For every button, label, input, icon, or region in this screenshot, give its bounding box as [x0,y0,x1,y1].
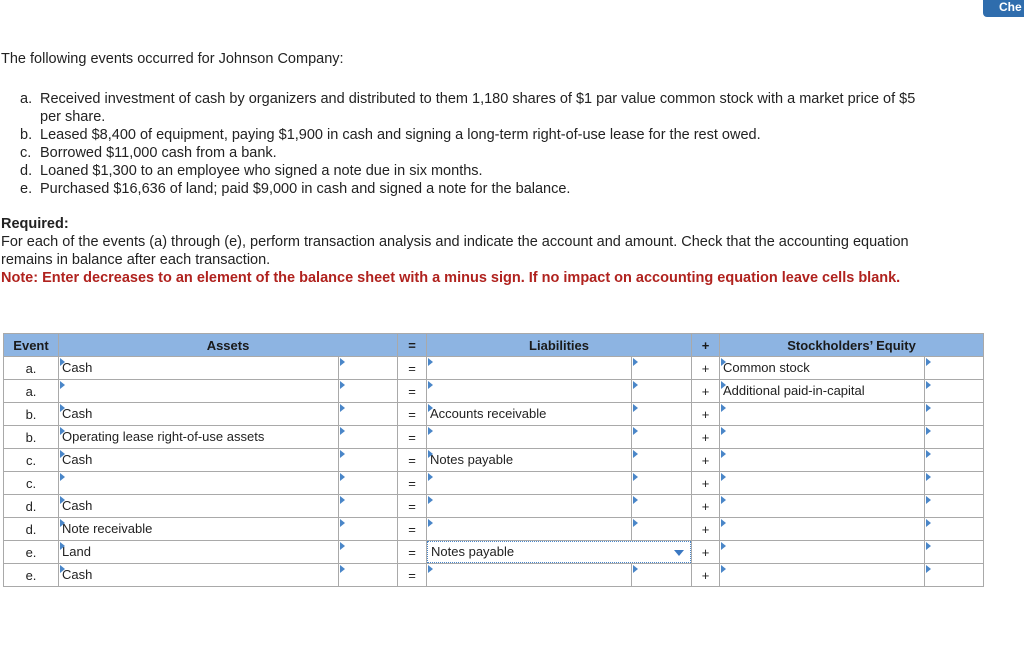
table-row [4,564,984,587]
liability-amount-cell[interactable] [632,357,692,380]
plus-sign: + [692,403,720,426]
asset-account-cell[interactable] [59,541,339,564]
equity-amount-input[interactable] [925,518,983,540]
liability-amount-input[interactable] [632,472,691,494]
asset-amount-input[interactable] [339,518,397,540]
asset-amount-cell[interactable] [339,472,398,495]
liability-account-cell[interactable] [427,403,632,426]
required-section [1,215,941,287]
equity-account-cell[interactable] [720,426,925,449]
liability-account-input[interactable]: Notes payable [427,449,631,471]
table-row [4,426,984,449]
asset-amount-cell[interactable] [339,495,398,518]
asset-account-input[interactable]: Cash [59,403,338,425]
liability-account-input[interactable] [427,564,631,586]
event-item [20,126,940,144]
event-cell: b. [4,403,59,426]
equals-sign: = [398,426,427,449]
event-cell: b. [4,426,59,449]
asset-account-cell[interactable] [59,380,339,403]
equity-amount-input[interactable] [925,541,983,563]
liability-amount-input[interactable] [632,518,691,540]
liability-amount-input[interactable] [632,449,691,471]
table-row [4,357,984,380]
required-body: For each of the events (a) through (e), perform transaction analysis and indicate the account and amount. Check that the accounting equation remains in balance after each transaction. [1,234,909,268]
plus-sign: + [692,449,720,472]
asset-account-input[interactable]: Cash [59,449,338,471]
event-cell: c. [4,472,59,495]
asset-account-input[interactable]: Cash [59,495,338,517]
asset-account-input[interactable]: Land [59,541,338,563]
asset-account-input[interactable]: Cash [59,564,338,586]
liability-amount-cell[interactable] [632,449,692,472]
event-label: e. [20,181,33,197]
asset-amount-cell[interactable] [339,541,398,564]
asset-account-input[interactable]: Note receivable [59,518,338,540]
plus-sign: + [692,541,720,564]
equals-sign: = [398,380,427,403]
equity-account-cell[interactable] [720,403,925,426]
liability-account-cell[interactable] [427,495,632,518]
equity-account-input[interactable] [720,403,924,425]
event-cell: a. [4,380,59,403]
equity-amount-input[interactable] [925,357,983,379]
equity-amount-input[interactable] [925,564,983,586]
transaction-table [3,333,984,587]
equity-amount-input[interactable] [925,495,983,517]
event-text: Purchased $16,636 of land; paid $9,000 in cash and signed a note for the balance. [40,181,571,197]
asset-amount-input[interactable] [339,449,397,471]
asset-account-cell[interactable] [59,449,339,472]
asset-account-cell[interactable] [59,518,339,541]
liability-amount-cell[interactable] [632,426,692,449]
plus-sign: + [692,564,720,587]
asset-amount-input[interactable] [339,403,397,425]
liability-amount-input[interactable] [632,495,691,517]
equity-amount-cell[interactable] [925,357,984,380]
liability-account-input[interactable] [427,495,631,517]
asset-amount-cell[interactable] [339,426,398,449]
asset-amount-cell[interactable] [339,449,398,472]
equity-account-input[interactable] [720,541,924,563]
liability-amount-input[interactable] [632,357,691,379]
asset-amount-cell[interactable] [339,380,398,403]
header-assets: Assets [59,334,398,357]
chevron-down-icon[interactable] [674,550,684,556]
event-label: b. [20,127,33,143]
asset-account-cell[interactable] [59,357,339,380]
plus-sign: + [692,357,720,380]
table-header-row [4,334,984,357]
equity-amount-input[interactable] [925,472,983,494]
equity-amount-cell[interactable] [925,518,984,541]
plus-sign: + [692,426,720,449]
event-cell: e. [4,564,59,587]
equity-account-input[interactable]: Additional paid-in-capital [720,380,924,402]
liability-account-input[interactable] [427,518,631,540]
equity-amount-input[interactable] [925,403,983,425]
plus-sign: + [692,495,720,518]
table-row [4,449,984,472]
event-item [20,162,940,180]
asset-account-cell[interactable] [59,564,339,587]
equity-account-cell[interactable] [720,472,925,495]
event-text: Loaned $1,300 to an employee who signed a note due in six months. [40,163,483,179]
equals-sign: = [398,495,427,518]
liability-account-select[interactable] [427,541,691,563]
event-label: c. [20,145,32,161]
equity-account-cell[interactable] [720,541,925,564]
equity-amount-input[interactable] [925,449,983,471]
check-button[interactable]: Che [983,0,1024,17]
equals-sign: = [398,518,427,541]
liability-amount-cell[interactable] [632,403,692,426]
equity-amount-cell[interactable] [925,403,984,426]
events-list [20,90,940,198]
equity-account-cell[interactable] [720,449,925,472]
liability-account-cell[interactable] [427,518,632,541]
equity-account-input[interactable] [720,564,924,586]
asset-amount-cell[interactable] [339,403,398,426]
asset-account-cell[interactable] [59,495,339,518]
liability-amount-cell[interactable] [632,472,692,495]
equity-account-input[interactable] [720,449,924,471]
table-row [4,472,984,495]
event-item [20,90,940,126]
asset-amount-input[interactable] [339,472,397,494]
liability-amount-cell[interactable] [632,564,692,587]
liability-amount-cell[interactable] [632,380,692,403]
asset-amount-input[interactable] [339,564,397,586]
event-cell: d. [4,518,59,541]
asset-amount-cell[interactable] [339,357,398,380]
equity-account-input[interactable] [720,495,924,517]
header-plus: + [692,334,720,357]
liability-account-cell[interactable] [427,380,632,403]
plus-sign: + [692,380,720,403]
equity-account-input[interactable] [720,472,924,494]
equity-amount-cell[interactable] [925,564,984,587]
equals-sign: = [398,449,427,472]
equity-account-cell[interactable] [720,518,925,541]
event-label: d. [20,163,33,179]
event-text: Received investment of cash by organizers and distributed to them 1,180 shares of $1 par value common stock with a market price of $5 per share. [40,91,916,125]
liability-account-input[interactable] [427,472,631,494]
liability-amount-input[interactable] [632,380,691,402]
event-cell: a. [4,357,59,380]
equity-amount-input[interactable] [925,426,983,448]
equals-sign: = [398,472,427,495]
liability-amount-input[interactable] [632,564,691,586]
asset-account-cell[interactable] [59,472,339,495]
equity-account-cell[interactable] [720,380,925,403]
equity-amount-cell[interactable] [925,426,984,449]
equity-account-input[interactable]: Common stock [720,357,924,379]
equity-amount-cell[interactable] [925,449,984,472]
asset-account-input[interactable]: Cash [59,357,338,379]
equals-sign: = [398,357,427,380]
equity-amount-input[interactable] [925,380,983,402]
plus-sign: + [692,518,720,541]
required-title: Required: [1,216,69,232]
asset-amount-input[interactable] [339,426,397,448]
asset-amount-cell[interactable] [339,518,398,541]
table-row [4,403,984,426]
asset-account-cell[interactable] [59,426,339,449]
equity-account-cell[interactable] [720,357,925,380]
required-note: Note: Enter decreases to an element of the balance sheet with a minus sign. If no impact on accounting equation leave cells blank. [1,270,901,286]
liability-account-cell[interactable] [427,541,692,564]
asset-amount-input[interactable] [339,541,397,563]
liability-account-cell[interactable] [427,472,632,495]
event-label: a. [20,91,33,107]
asset-amount-input[interactable] [339,380,397,402]
equity-amount-cell[interactable] [925,495,984,518]
equity-account-input[interactable] [720,518,924,540]
asset-amount-input[interactable] [339,357,397,379]
liability-account-input[interactable] [427,357,631,379]
asset-amount-input[interactable] [339,495,397,517]
event-cell: c. [4,449,59,472]
table-row [4,495,984,518]
equity-account-cell[interactable] [720,495,925,518]
header-event: Event [4,334,59,357]
event-cell: e. [4,541,59,564]
liability-account-input[interactable] [427,426,631,448]
liability-amount-input[interactable] [632,403,691,425]
event-text: Borrowed $11,000 cash from a bank. [40,145,277,161]
table-row [4,541,984,564]
equity-account-input[interactable] [720,426,924,448]
header-equity: Stockholders’ Equity [720,334,984,357]
equals-sign: = [398,564,427,587]
equity-amount-cell[interactable] [925,380,984,403]
header-liabilities: Liabilities [427,334,692,357]
liability-amount-cell[interactable] [632,518,692,541]
liability-amount-cell[interactable] [632,495,692,518]
liability-account-cell[interactable] [427,426,632,449]
header-equals: = [398,334,427,357]
event-item [20,180,940,198]
asset-account-input[interactable] [59,380,338,402]
liability-account-input[interactable]: Accounts receivable [427,403,631,425]
plus-sign: + [692,472,720,495]
event-text: Leased $8,400 of equipment, paying $1,900 in cash and signing a long-term right-of-use lease for the rest owed. [40,127,761,143]
liability-account-cell[interactable] [427,357,632,380]
liability-amount-input[interactable] [632,426,691,448]
table-row [4,380,984,403]
liability-account-cell[interactable] [427,564,632,587]
table-row [4,518,984,541]
asset-account-input[interactable]: Operating lease right-of-use assets [59,426,338,448]
equity-amount-cell[interactable] [925,541,984,564]
equity-account-cell[interactable] [720,564,925,587]
event-item [20,144,940,162]
equals-sign: = [398,403,427,426]
asset-account-cell[interactable] [59,403,339,426]
equity-amount-cell[interactable] [925,472,984,495]
asset-amount-cell[interactable] [339,564,398,587]
equals-sign: = [398,541,427,564]
liability-account-cell[interactable] [427,449,632,472]
liability-account-value: Notes payable [431,544,515,559]
event-cell: d. [4,495,59,518]
intro-text: The following events occurred for Johnson Company: [1,51,344,67]
liability-account-input[interactable] [427,380,631,402]
asset-account-input[interactable] [59,472,338,494]
